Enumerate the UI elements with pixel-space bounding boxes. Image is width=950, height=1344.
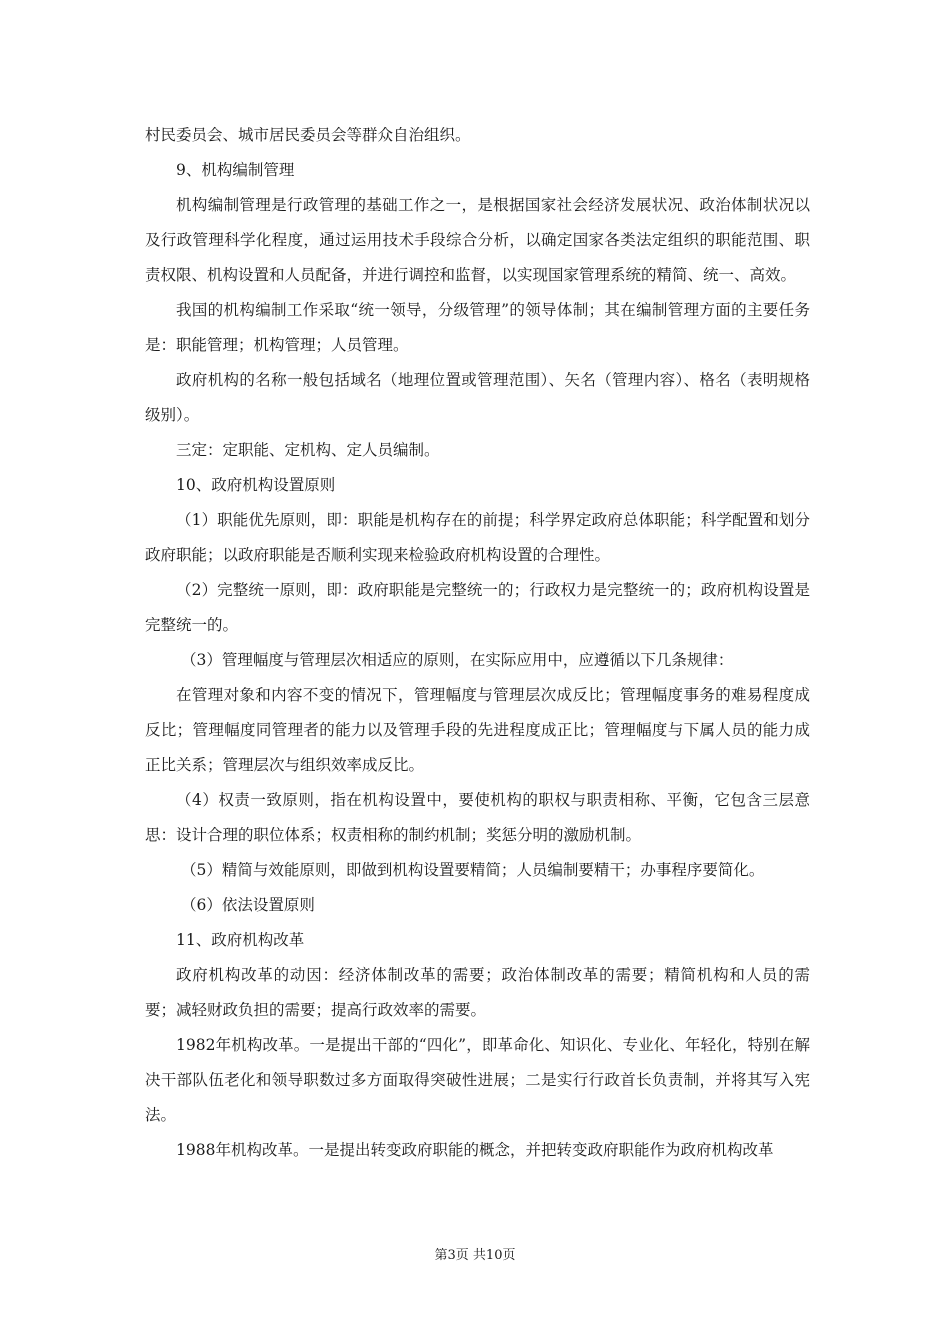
page-footer: 第3页 共10页 [434, 1248, 516, 1263]
principle-item: （2）完整统一原则，即：政府职能是完整统一的；行政权力是完整统一的；政府机构设置是完整统一的。 [145, 581, 810, 634]
document-body [145, 118, 810, 1168]
section-heading-11: 11、政府机构改革 [176, 931, 305, 949]
principle-item: （6）依法设置原则 [181, 896, 315, 914]
principle-item: （5）精简与效能原则，即做到机构设置要精简；人员编制要精干；办事程序要简化。 [181, 861, 765, 879]
paragraph: 1988年机构改革。一是提出转变政府职能的概念，并把转变政府职能作为政府机构改革 [176, 1141, 774, 1159]
paragraph: 政府机构的名称一般包括域名（地理位置或管理范围）、矢名（管理内容）、格名（表明规格级别）。 [145, 371, 810, 424]
section-heading-9: 9、机构编制管理 [176, 161, 295, 179]
paragraph: 机构编制管理是行政管理的基础工作之一，是根据国家社会经济发展状况、政治体制状况以及行政管理科学化程度，通过运用技术手段综合分析，以确定国家各类法定组织的职能范围、职责权限、机构设置和人员配备，并进行调控和监督，以实现国家管理系统的精简、统一、高效。 [145, 196, 810, 284]
paragraph: 我国的机构编制工作采取“统一领导，分级管理”的领导体制；其在编制管理方面的主要任务是：职能管理；机构管理；人员管理。 [145, 301, 810, 354]
paragraph: 在管理对象和内容不变的情况下，管理幅度与管理层次成反比；管理幅度事务的难易程度成反比；管理幅度同管理者的能力以及管理手段的先进程度成正比；管理幅度与下属人员的能力成正比关系；管理层次与组织效率成反比。 [145, 686, 810, 774]
section-heading-10: 10、政府机构设置原则 [176, 476, 336, 494]
principle-item: （4）权责一致原则，指在机构设置中，要使机构的职权与职责相称、平衡，它包含三层意思：设计合理的职位体系；权责相称的制约机制；奖惩分明的激励机制。 [145, 791, 810, 844]
principle-item: （1）职能优先原则，即：职能是机构存在的前提；科学界定政府总体职能；科学配置和划分政府职能；以政府职能是否顺利实现来检验政府机构设置的合理性。 [145, 511, 810, 564]
paragraph: 村民委员会、城市居民委员会等群众自治组织。 [145, 126, 471, 144]
paragraph: 1982年机构改革。一是提出干部的“四化”，即革命化、知识化、专业化、年轻化，特别在解决干部队伍老化和领导职数过多方面取得突破性进展；二是实行行政首长负责制，并将其写入宪法。 [145, 1036, 810, 1124]
paragraph: 三定：定职能、定机构、定人员编制。 [176, 441, 440, 459]
paragraph: 政府机构改革的动因：经济体制改革的需要；政治体制改革的需要；精简机构和人员的需要；减轻财政负担的需要；提高行政效率的需要。 [145, 966, 810, 1019]
principle-item: （3）管理幅度与管理层次相适应的原则，在实际应用中，应遵循以下几条规律： [181, 651, 734, 669]
